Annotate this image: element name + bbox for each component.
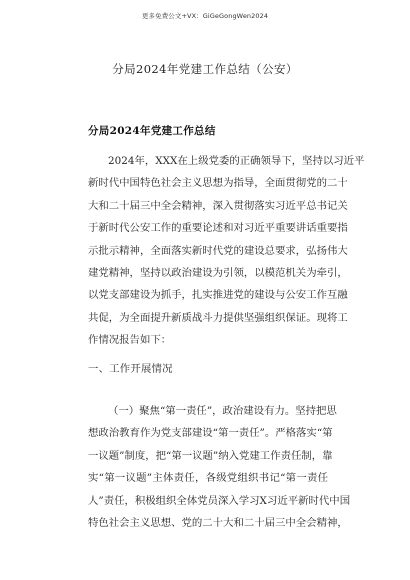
paragraph-line: 新时代中国特色社会主义思想为指导，全面贯彻党的二十: [88, 177, 348, 190]
paragraph-line: 人”责任，积极组织全体党员深入学习X习近平新时代中国: [88, 494, 351, 507]
paragraph-line: 2024年，XXX在上级党委的正确领导下，坚持以习近平: [108, 155, 365, 167]
paragraph-line: 大和二十届三中全会精神，深入贯彻落实习近平总书记关: [88, 199, 348, 212]
paragraph-line: 以党支部建设为抓手，扎实推进党的建设与公安工作互融: [88, 289, 348, 302]
paragraph-line: 作情况报告如下：: [88, 334, 172, 347]
paragraph-line: 实“第一议题”主体责任，各级党组织书记“第一责任: [88, 472, 328, 485]
paragraph-line: 共促，为全面提升新质战斗力提供坚强组织保证。现将工: [88, 311, 348, 324]
section-heading: 分局2024年党建工作总结: [88, 125, 216, 137]
intro-paragraph: [88, 150, 365, 352]
header-note: 更多免费公文+VX：GiGeGongWen2024: [141, 12, 269, 20]
paragraph-line: 示批示精神，全面落实新时代党的建设总要求，弘扬伟大: [88, 244, 348, 257]
paragraph-line: 建党精神，坚持以政治建设为引领，以模范机关为牵引，: [88, 266, 348, 279]
paragraph-line: 想政治教育作为党支部建设“第一责任”。严格落实“第: [88, 427, 333, 440]
paragraph-line: 特色社会主义思想、党的二十大和二十届三中全会精神，: [88, 516, 348, 529]
part-heading: 一、工作开展情况: [88, 363, 173, 375]
sub-paragraph: [88, 400, 351, 534]
paragraph-line: （一）聚焦“第一责任”，政治建设有力。坚持把思: [108, 405, 337, 417]
document-title: 分局2024年党建工作总结（公安）: [112, 62, 298, 76]
paragraph-line: 于新时代公安工作的重要论述和对习近平重要讲话重要指: [88, 222, 348, 235]
paragraph-line: 一议题”制度，把“第一议题”纳入党建工作责任制，靠: [88, 449, 333, 462]
